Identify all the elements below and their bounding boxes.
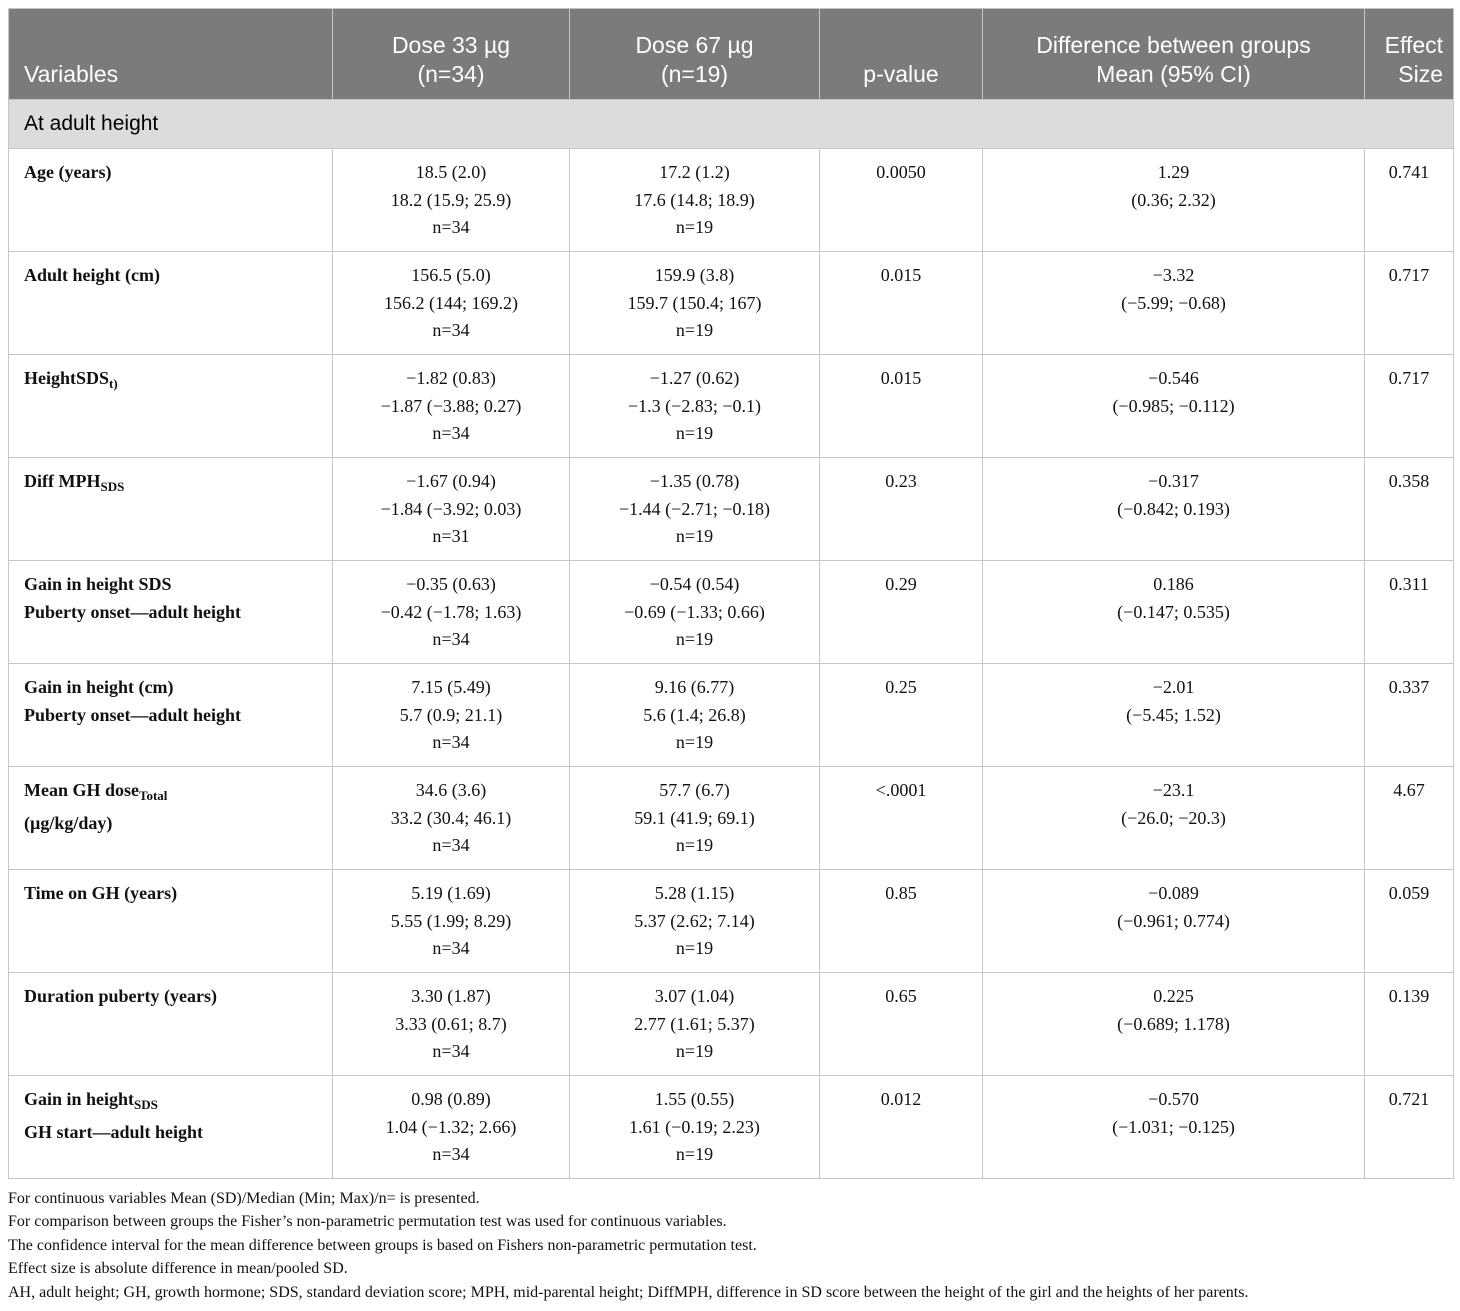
- difference-cell-line: 0.225: [1153, 986, 1194, 1006]
- difference-cell: [983, 458, 1365, 561]
- header-variables: Variables: [9, 9, 333, 100]
- footnote: Effect size is absolute difference in mean/pooled SD.: [8, 1260, 348, 1278]
- dose-33-cell-line: 3.33 (0.61; 8.7): [395, 1013, 507, 1034]
- table-row: [9, 664, 1454, 767]
- difference-cell-line: (−26.0; −20.3): [1121, 807, 1226, 828]
- effect-size-cell: 0.717: [1365, 252, 1454, 355]
- dose-67-cell-line: 3.07 (1.04): [654, 986, 735, 1006]
- dose-33-cell-line: n=34: [432, 732, 470, 752]
- dose-67-cell: [570, 664, 820, 767]
- dose-67-cell-line: 159.7 (150.4; 167): [627, 292, 762, 313]
- dose-33-cell-line: 156.5 (5.0): [411, 265, 491, 285]
- dose-67-cell-line: 17.6 (14.8; 18.9): [634, 189, 755, 210]
- difference-cell: [983, 870, 1365, 973]
- difference-cell-line: −23.1: [1152, 780, 1195, 800]
- dose-67-cell-line: −1.27 (0.62): [649, 368, 740, 388]
- p-value-cell: 0.29: [820, 561, 983, 664]
- variable-cell: [9, 870, 333, 973]
- table-row: [9, 870, 1454, 973]
- dose-33-cell-line: n=34: [432, 938, 470, 958]
- difference-cell-line: −2.01: [1152, 677, 1195, 697]
- variable-subtitle: Puberty onset—adult height: [24, 704, 242, 725]
- variable-subtitle: Puberty onset—adult height: [24, 601, 242, 622]
- dose-67-cell: [570, 355, 820, 458]
- dose-67-cell-line: −1.3 (−2.83; −0.1): [628, 395, 761, 416]
- effect-size-cell: 0.358: [1365, 458, 1454, 561]
- dose-67-cell-line: 5.28 (1.15): [654, 883, 735, 903]
- dose-33-cell-line: −0.42 (−1.78; 1.63): [380, 601, 522, 622]
- dose-33-cell-line: 33.2 (30.4; 46.1): [390, 807, 512, 828]
- header-effect-size: Effect Size: [1365, 9, 1454, 100]
- variable-subscript: t): [109, 376, 118, 391]
- effect-size-cell: 4.67: [1365, 767, 1454, 870]
- variable-cell: [9, 973, 333, 1076]
- difference-cell: [983, 767, 1365, 870]
- dose-33-cell-line: 18.5 (2.0): [415, 162, 487, 182]
- dose-67-cell-line: 5.6 (1.4; 26.8): [643, 704, 746, 725]
- difference-cell-line: −0.317: [1148, 471, 1199, 491]
- dose-33-cell-line: 3.30 (1.87): [411, 986, 491, 1006]
- dose-67-cell-line: n=19: [675, 320, 714, 340]
- difference-cell: [983, 149, 1365, 252]
- dose-33-cell-line: 156.2 (144; 169.2): [384, 292, 518, 313]
- dose-67-cell-line: n=19: [675, 1144, 714, 1164]
- difference-cell-line: (−0.961; 0.774): [1117, 910, 1230, 931]
- difference-cell-line: (−1.031; −0.125): [1112, 1116, 1235, 1137]
- dose-33-cell-line: 7.15 (5.49): [411, 677, 491, 697]
- variable-name: Time on GH (years): [24, 883, 178, 903]
- variable-cell: [9, 561, 333, 664]
- footnote: AH, adult height; GH, growth hormone; SDS, standard deviation score; MPH, mid-parental height; DiffMPH, difference in SD score between the height of the girl and the heights of her parents.: [8, 1283, 1249, 1301]
- dose-33-cell-line: −1.87 (−3.88; 0.27): [380, 395, 522, 416]
- effect-size-cell: 0.139: [1365, 973, 1454, 1076]
- dose-67-cell-line: n=19: [675, 835, 714, 855]
- difference-cell-line: (−0.689; 1.178): [1117, 1013, 1230, 1034]
- dose-33-cell: [333, 252, 570, 355]
- dose-33-cell-line: −1.84 (−3.92; 0.03): [380, 498, 522, 519]
- p-value-cell: 0.015: [820, 252, 983, 355]
- dose-67-cell: [570, 1076, 820, 1179]
- dose-67-cell-line: n=19: [675, 217, 714, 237]
- dose-33-cell-line: 1.04 (−1.32; 2.66): [385, 1116, 517, 1137]
- header-dose-33: Dose 33 µg (n=34): [333, 9, 570, 100]
- p-value-cell: 0.015: [820, 355, 983, 458]
- effect-size-cell: 0.059: [1365, 870, 1454, 973]
- dose-33-cell-line: 34.6 (3.6): [415, 780, 487, 800]
- dose-67-cell-line: n=19: [675, 629, 714, 649]
- dose-33-cell: [333, 149, 570, 252]
- effect-size-cell: 0.717: [1365, 355, 1454, 458]
- dose-67-cell-line: −0.69 (−1.33; 0.66): [624, 601, 765, 622]
- variable-subtitle: GH start—adult height: [24, 1121, 204, 1142]
- table-row: [9, 355, 1454, 458]
- dose-67-cell-line: −1.35 (0.78): [649, 471, 740, 491]
- header-difference: Difference between groups Mean (95% CI): [983, 9, 1365, 100]
- dose-33-cell: [333, 870, 570, 973]
- dose-33-cell-line: n=34: [432, 835, 470, 855]
- footnotes: [8, 1187, 1453, 1304]
- dose-67-cell: [570, 973, 820, 1076]
- dose-67-cell-line: n=19: [675, 732, 714, 752]
- difference-cell-line: −0.570: [1148, 1089, 1199, 1109]
- dose-33-cell: [333, 973, 570, 1076]
- table-row: [9, 1076, 1454, 1179]
- dose-67-cell: [570, 870, 820, 973]
- dose-67-cell-line: −1.44 (−2.71; −0.18): [619, 498, 770, 519]
- variable-subtitle: (µg/kg/day): [24, 812, 113, 833]
- p-value-cell: 0.85: [820, 870, 983, 973]
- difference-cell-line: −0.546: [1148, 368, 1199, 388]
- dose-67-cell: [570, 252, 820, 355]
- variable-cell: [9, 252, 333, 355]
- difference-cell: [983, 561, 1365, 664]
- dose-67-cell-line: 57.7 (6.7): [659, 780, 730, 800]
- footnote: For continuous variables Mean (SD)/Median (Min; Max)/n= is presented.: [8, 1190, 480, 1207]
- dose-33-cell-line: n=34: [432, 320, 470, 340]
- dose-67-cell-line: 59.1 (41.9; 69.1): [634, 807, 755, 828]
- variable-name: Gain in height (cm): [24, 677, 174, 697]
- variable-name: Mean GH dose: [24, 780, 139, 800]
- table-row: [9, 458, 1454, 561]
- difference-cell: [983, 973, 1365, 1076]
- table-container: [8, 8, 1453, 1304]
- dose-67-cell-line: 2.77 (1.61; 5.37): [634, 1013, 755, 1034]
- dose-33-cell-line: 5.19 (1.69): [411, 883, 491, 903]
- p-value-cell: 0.65: [820, 973, 983, 1076]
- dose-33-cell-line: 5.7 (0.9; 21.1): [399, 704, 503, 725]
- dose-33-cell-line: −1.67 (0.94): [406, 471, 496, 491]
- dose-67-cell-line: n=19: [675, 423, 714, 443]
- section-title: At adult height: [9, 100, 1454, 149]
- dose-67-cell: [570, 767, 820, 870]
- dose-33-cell: [333, 767, 570, 870]
- effect-size-cell: 0.721: [1365, 1076, 1454, 1179]
- difference-cell-line: −0.089: [1148, 883, 1199, 903]
- header-dose-67: Dose 67 µg (n=19): [570, 9, 820, 100]
- variable-subscript: SDS: [100, 479, 125, 494]
- dose-33-cell-line: n=31: [432, 526, 470, 546]
- difference-cell-line: −3.32: [1152, 265, 1195, 285]
- difference-cell: [983, 1076, 1365, 1179]
- dose-33-cell: [333, 1076, 570, 1179]
- p-value-cell: 0.0050: [820, 149, 983, 252]
- variable-name: HeightSDS: [24, 368, 110, 388]
- dose-67-cell-line: n=19: [675, 526, 714, 546]
- header-p-value: p-value: [820, 9, 983, 100]
- dose-33-cell-line: −0.35 (0.63): [406, 574, 496, 594]
- difference-cell-line: (−0.147; 0.535): [1117, 601, 1230, 622]
- dose-67-cell-line: 5.37 (2.62; 7.14): [634, 910, 755, 931]
- dose-67-cell-line: 9.16 (6.77): [654, 677, 735, 697]
- dose-33-cell: [333, 355, 570, 458]
- difference-cell: [983, 355, 1365, 458]
- dose-67-cell-line: 1.61 (−0.19; 2.23): [629, 1116, 760, 1137]
- dose-33-cell-line: −1.82 (0.83): [406, 368, 496, 388]
- variable-name: Duration puberty (years): [24, 986, 217, 1006]
- variable-cell: [9, 458, 333, 561]
- p-value-cell: 0.25: [820, 664, 983, 767]
- dose-67-cell-line: −0.54 (0.54): [649, 574, 740, 594]
- difference-cell-line: (0.36; 2.32): [1131, 189, 1216, 210]
- variable-name: Gain in height SDS: [24, 574, 172, 594]
- footnote: The confidence interval for the mean difference between groups is based on Fishers non-parametric permutation test.: [8, 1236, 757, 1254]
- variable-name: Diff MPH: [24, 471, 101, 491]
- variable-name: Adult height (cm): [24, 265, 160, 285]
- dose-33-cell-line: n=34: [432, 217, 470, 237]
- variable-subscript: SDS: [134, 1097, 158, 1112]
- difference-cell-line: (−0.842; 0.193): [1117, 498, 1230, 519]
- difference-cell: [983, 252, 1365, 355]
- footnote: For comparison between groups the Fisher’s non-parametric permutation test was used for continuous variables.: [8, 1213, 727, 1231]
- variable-cell: [9, 664, 333, 767]
- difference-cell-line: (−5.45; 1.52): [1126, 704, 1221, 725]
- dose-33-cell-line: n=34: [432, 629, 470, 649]
- dose-33-cell-line: 5.55 (1.99; 8.29): [390, 910, 512, 931]
- variable-cell: [9, 149, 333, 252]
- dose-33-cell: [333, 664, 570, 767]
- dose-67-cell-line: n=19: [675, 938, 714, 958]
- header-row: [9, 9, 1454, 100]
- variable-cell: [9, 1076, 333, 1179]
- table-row: [9, 973, 1454, 1076]
- dose-67-cell-line: 17.2 (1.2): [659, 162, 730, 182]
- p-value-cell: <.0001: [820, 767, 983, 870]
- variable-cell: [9, 355, 333, 458]
- difference-cell: [983, 664, 1365, 767]
- dose-33-cell-line: n=34: [432, 1041, 470, 1061]
- effect-size-cell: 0.337: [1365, 664, 1454, 767]
- variable-cell: [9, 767, 333, 870]
- dose-67-cell-line: 1.55 (0.55): [654, 1089, 735, 1109]
- table-row: [9, 561, 1454, 664]
- difference-cell-line: (−5.99; −0.68): [1121, 292, 1226, 313]
- dose-33-cell-line: 18.2 (15.9; 25.9): [390, 189, 512, 210]
- variable-subscript: Total: [139, 788, 168, 803]
- dose-67-cell: [570, 149, 820, 252]
- difference-cell-line: 0.186: [1153, 574, 1194, 594]
- difference-cell-line: 1.29: [1157, 162, 1190, 182]
- results-table: [8, 8, 1454, 1179]
- table-row: [9, 149, 1454, 252]
- dose-67-cell-line: n=19: [675, 1041, 714, 1061]
- effect-size-cell: 0.741: [1365, 149, 1454, 252]
- variable-name: Gain in height: [24, 1089, 135, 1109]
- dose-67-cell-line: 159.9 (3.8): [654, 265, 735, 285]
- dose-33-cell-line: n=34: [432, 1144, 470, 1164]
- dose-33-cell-line: 0.98 (0.89): [411, 1089, 491, 1109]
- difference-cell-line: (−0.985; −0.112): [1112, 395, 1235, 416]
- table-row: [9, 767, 1454, 870]
- effect-size-cell: 0.311: [1365, 561, 1454, 664]
- dose-33-cell-line: n=34: [432, 423, 470, 443]
- table-row: [9, 252, 1454, 355]
- dose-67-cell: [570, 561, 820, 664]
- p-value-cell: 0.23: [820, 458, 983, 561]
- variable-name: Age (years): [24, 162, 112, 182]
- table-body: [9, 149, 1454, 1179]
- dose-67-cell: [570, 458, 820, 561]
- p-value-cell: 0.012: [820, 1076, 983, 1179]
- section-row: [9, 100, 1454, 149]
- dose-33-cell: [333, 561, 570, 664]
- dose-33-cell: [333, 458, 570, 561]
